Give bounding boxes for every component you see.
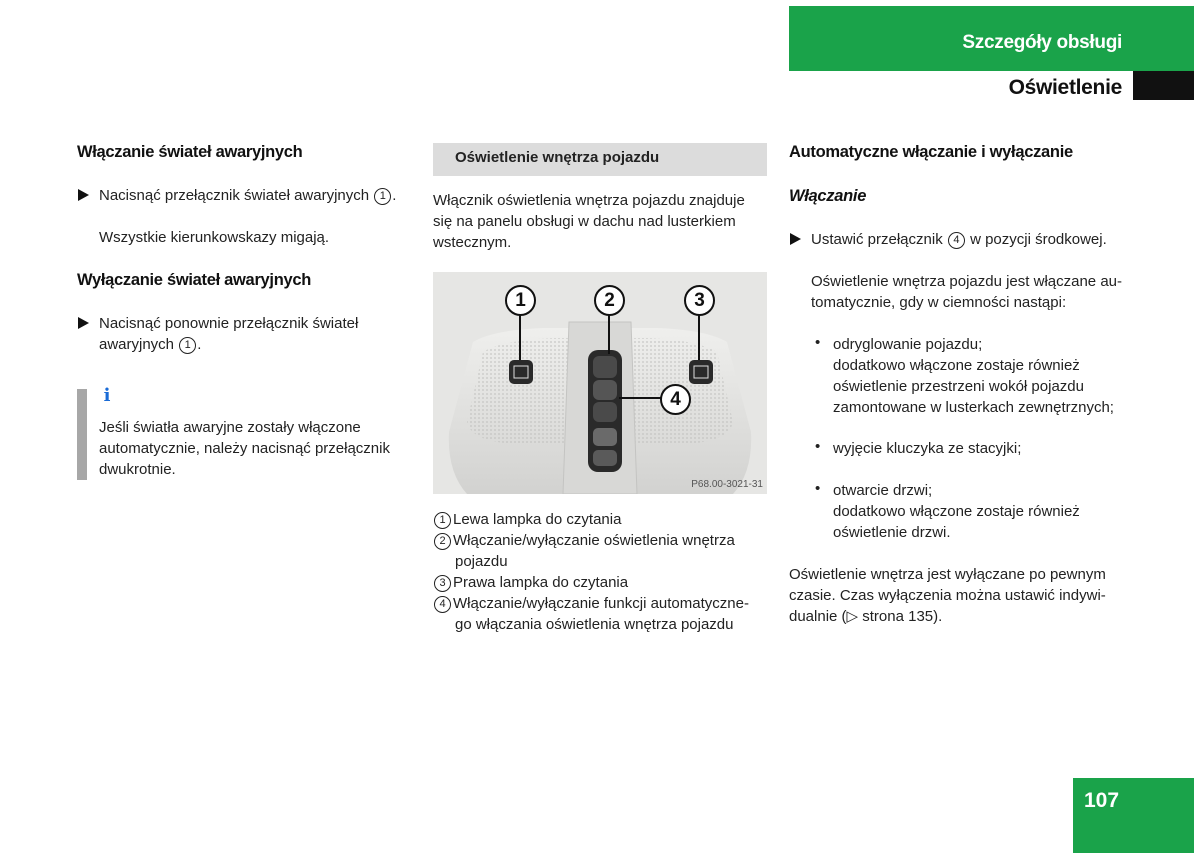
info-note-line2: automatycznie, należy nacisnąć przełącznik — [99, 440, 390, 457]
heading-auto-lighting: Automatyczne włączanie i wyłączanie — [789, 143, 1073, 161]
auto-para2-line3[interactable] — [789, 606, 942, 627]
legend-item-4 — [434, 593, 749, 614]
legend-text: Lewa lampka do czytania — [453, 511, 622, 528]
legend-text: Włączanie/wyłączanie oświetlenia wnętrza — [453, 532, 735, 549]
step-text: awaryjnych — [99, 336, 175, 353]
bullet1-line3: oświetlenie przestrzeni wokół pojazdu — [833, 378, 1084, 395]
section-tab-marker — [1133, 71, 1194, 100]
result-hazard-on: Wszystkie kierunkowskazy migają. — [99, 229, 330, 246]
legend-item-2 — [434, 530, 735, 551]
page-number: 107 — [1084, 789, 1120, 812]
ref-number-1: 1 — [179, 337, 196, 354]
step-hazard-on — [99, 185, 396, 206]
overhead-control-panel-figure — [433, 272, 767, 494]
bullet1-line2: dodatkowo włączone zostaje również — [833, 357, 1080, 374]
bullet3-line3: oświetlenie drzwi. — [833, 524, 951, 541]
legend-number: 1 — [434, 512, 451, 529]
legend-text: Włączanie/wyłączanie funkcji automatyczne- — [453, 595, 749, 612]
auto-para1-line2: tomatycznie, gdy w ciemności nastąpi: — [811, 294, 1067, 311]
bullet3-line2: dodatkowo włączone zostaje również — [833, 503, 1080, 520]
legend-number: 2 — [434, 533, 451, 550]
info-note-line1: Jeśli światła awaryjne zostały włączone — [99, 419, 361, 436]
auto-para2-line2: czasie. Czas wyłączenia można ustawić indywi- — [789, 587, 1106, 604]
subsection-title: Oświetlenie — [1008, 76, 1122, 99]
bullet3-line1: otwarcie drzwi; — [833, 482, 933, 499]
step-arrow-icon — [78, 317, 89, 329]
step-end: . — [392, 187, 397, 204]
intro-line2: się na panelu obsługi w dachu nad lusterkiem — [433, 213, 736, 230]
bullet1-line4: zamontowane w lusterkach zewnętrznych; — [833, 399, 1114, 416]
callout-1: 1 — [505, 285, 536, 316]
section-title: Szczegóły obsługi — [962, 32, 1122, 53]
step-arrow-icon — [78, 189, 89, 201]
bullet-dot: • — [815, 334, 821, 351]
heading-hazard-off: Wyłączanie świateł awaryjnych — [77, 271, 312, 289]
step-text: Ustawić przełącznik — [811, 231, 943, 248]
legend-item-1 — [434, 509, 621, 530]
callout-3: 3 — [684, 285, 715, 316]
step-arrow-icon — [790, 233, 801, 245]
step-hazard-off-line1: Nacisnąć ponownie przełącznik świateł — [99, 315, 359, 332]
heading-hazard-on: Włączanie świateł awaryjnych — [77, 143, 303, 161]
info-note-bar — [77, 389, 87, 480]
legend-number: 4 — [434, 596, 451, 613]
callout-4: 4 — [660, 384, 691, 415]
bullet-dot: • — [815, 480, 821, 497]
interior-lighting-heading: Oświetlenie wnętrza pojazdu — [455, 149, 660, 166]
figure-code: P68.00-3021-31 — [691, 479, 763, 490]
section-header-bar — [789, 6, 1194, 71]
auto-para1-line1: Oświetlenie wnętrza pojazdu jest włączane au- — [811, 273, 1122, 290]
step-hazard-off-line2 — [99, 334, 201, 355]
bullet1-line1: odryglowanie pojazdu; — [833, 336, 983, 353]
bullet2-line1: wyjęcie kluczyka ze stacyjki; — [833, 440, 1022, 457]
subheading-switching-on: Włączanie — [789, 187, 867, 205]
step-text: Nacisnąć przełącznik świateł awaryjnych — [99, 187, 370, 204]
auto-para2-line1: Oświetlenie wnętrza jest wyłączane po pewnym — [789, 566, 1106, 583]
info-icon: i — [103, 385, 111, 406]
legend-item-3 — [434, 572, 628, 593]
page-ref-pre: dualnie ( — [789, 608, 847, 625]
bullet-dot: • — [815, 438, 821, 455]
page-ref-link[interactable]: strona 135). — [858, 608, 943, 625]
ref-number-4: 4 — [948, 232, 965, 249]
page-ref-arrow-icon: ▷ — [846, 608, 859, 625]
callout-2: 2 — [594, 285, 625, 316]
interior-lighting-heading-box — [433, 143, 767, 176]
legend-text: Prawa lampka do czytania — [453, 574, 629, 591]
ref-number-1: 1 — [374, 188, 391, 205]
step-end: . — [197, 336, 202, 353]
legend-item-4-cont: go włączania oświetlenia wnętrza pojazdu — [455, 616, 734, 633]
intro-line1: Włącznik oświetlenia wnętrza pojazdu znajduje — [433, 192, 745, 209]
legend-item-2-cont: pojazdu — [455, 553, 508, 570]
info-note-line3: dwukrotnie. — [99, 461, 176, 478]
step-auto-on — [811, 229, 1107, 250]
legend-number: 3 — [434, 575, 451, 592]
intro-line3: wstecznym. — [433, 234, 512, 251]
step-text-end: w pozycji środkowej. — [970, 231, 1107, 248]
